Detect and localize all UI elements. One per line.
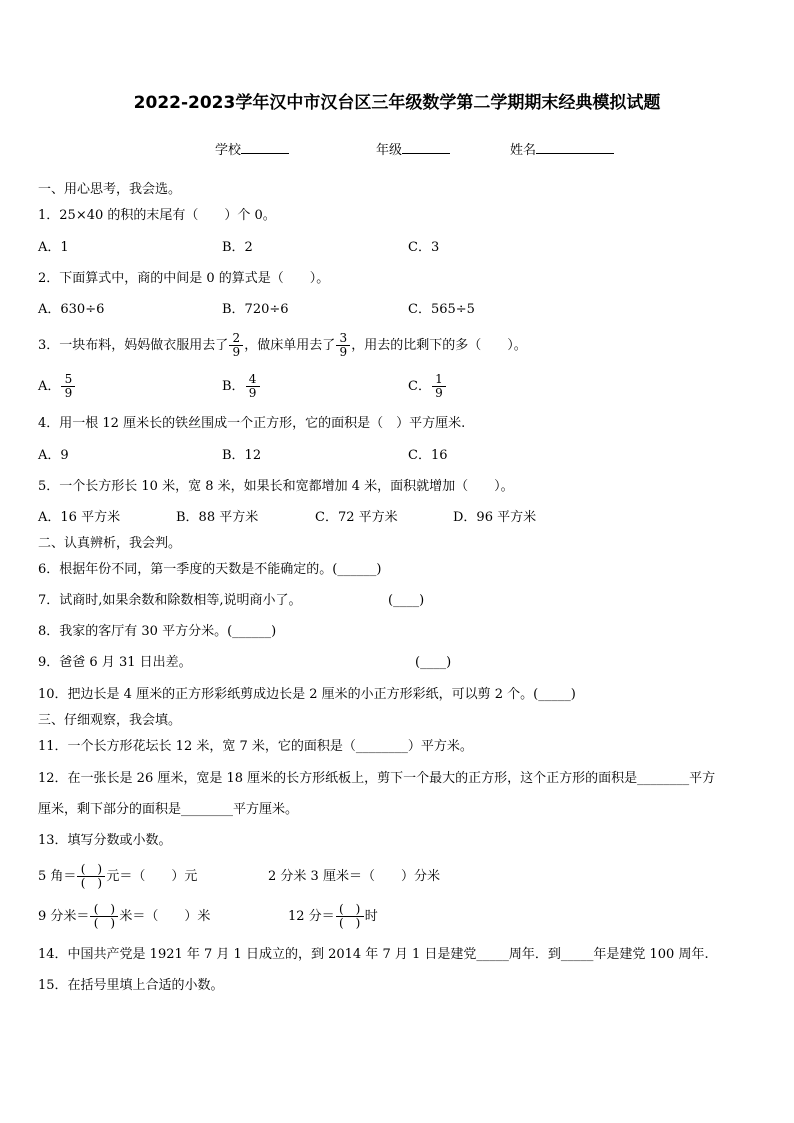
q13-row-1-right: 2 分米 3 厘米＝（ ）分米 bbox=[268, 869, 440, 884]
page-title: 2022-2023学年汉中市汉台区三年级数学第二学期期末经典模拟试题 bbox=[133, 93, 661, 113]
q3-a-label: A． bbox=[38, 379, 61, 394]
q3-a-den: 9 bbox=[64, 386, 73, 400]
section-3-heading: 三、仔细观察，我会填。 bbox=[38, 713, 182, 728]
q3-text-1: 3．一块布料，妈妈做衣服用去了 bbox=[38, 338, 229, 353]
q9-answer-blank[interactable]: (____) bbox=[415, 655, 452, 670]
q13-r2-label: 9 分米＝ bbox=[38, 909, 90, 924]
question-12-line-1: 12．在一张长是 26 厘米，宽是 18 厘米的长方形纸板上，剪下一个最大的正方形，这个正方形的面积是________平方 bbox=[38, 771, 716, 786]
q13-r2-num: ( ) bbox=[90, 903, 118, 917]
q5-option-d[interactable]: D．96 平方米 bbox=[453, 510, 537, 525]
grade-blank[interactable] bbox=[402, 141, 450, 154]
q13-r1-den: ( ) bbox=[80, 876, 103, 890]
q2-option-a[interactable]: A．630÷6 bbox=[38, 302, 105, 317]
q3-c-label: C． bbox=[408, 379, 431, 394]
grade-field bbox=[376, 141, 450, 159]
question-6: 6．根据年份不同，第一季度的天数是不能确定的。(______) bbox=[38, 562, 382, 577]
name-field bbox=[510, 141, 614, 159]
q3-b-label: B． bbox=[222, 379, 245, 394]
q3-fraction-2 bbox=[336, 332, 350, 359]
name-blank[interactable] bbox=[536, 141, 614, 154]
q3-f1-den: 9 bbox=[232, 345, 241, 359]
question-12-line-2: 厘米，剩下部分的面积是________平方厘米。 bbox=[38, 802, 299, 817]
question-7: 7．试商时,如果余数和除数相等,说明商小了。 bbox=[38, 593, 302, 608]
q3-fraction-1 bbox=[229, 332, 243, 359]
q1-option-b[interactable]: B．2 bbox=[222, 240, 253, 255]
q3-a-fraction bbox=[61, 373, 75, 400]
q13-row-1-left bbox=[38, 857, 197, 897]
q3-option-a[interactable] bbox=[38, 369, 76, 405]
q1-option-c[interactable]: C．3 bbox=[408, 240, 440, 255]
q13-r2-den: ( ) bbox=[93, 916, 116, 930]
question-10: 10．把边长是 4 厘米的正方形彩纸剪成边长是 2 厘米的小正方形彩纸，可以剪 2 个。(_____) bbox=[38, 687, 576, 702]
grade-label: 年级 bbox=[376, 143, 403, 158]
q13-r1-label: 5 角＝ bbox=[38, 869, 77, 884]
q3-option-c[interactable] bbox=[408, 369, 447, 405]
section-2-heading: 二、认真辨析，我会判。 bbox=[38, 536, 182, 551]
q3-f2-num: 3 bbox=[336, 332, 350, 346]
question-14: 14．中国共产党是 1921 年 7 月 1 日成立的，到 2014 年 7 月 1 日是建党_____周年．到_____年是建党 100 周年. bbox=[38, 947, 709, 962]
q2-option-c[interactable]: C．565÷5 bbox=[408, 302, 475, 317]
q5-option-c[interactable]: C．72 平方米 bbox=[315, 510, 398, 525]
q2-option-b[interactable]: B．720÷6 bbox=[222, 302, 289, 317]
question-9: 9．爸爸 6 月 31 日出差。 bbox=[38, 655, 192, 670]
question-3 bbox=[38, 328, 527, 364]
question-8: 8．我家的客厅有 30 平方分米。(______) bbox=[38, 624, 277, 639]
question-5: 5．一个长方形长 10 米，宽 8 米，如果长和宽都增加 4 米，面积就增加（ ）。 bbox=[38, 479, 514, 494]
q13-r2c-num: ( ) bbox=[336, 903, 364, 917]
school-label: 学校 bbox=[215, 143, 242, 158]
q13-row-2-right bbox=[288, 897, 378, 937]
q3-b-den: 9 bbox=[248, 386, 257, 400]
question-2: 2．下面算式中，商的中间是 0 的算式是（ ）。 bbox=[38, 271, 330, 286]
q13-r2-rest: 米＝（ ）米 bbox=[119, 909, 211, 924]
name-label: 姓名 bbox=[510, 143, 537, 158]
q3-text-2: ，做床单用去了 bbox=[244, 338, 336, 353]
school-field bbox=[215, 141, 289, 159]
q3-option-b[interactable] bbox=[222, 369, 261, 405]
q7-answer-blank[interactable]: (____) bbox=[388, 593, 425, 608]
q4-option-a[interactable]: A．9 bbox=[38, 448, 69, 463]
q3-f1-num: 2 bbox=[229, 332, 243, 346]
school-blank[interactable] bbox=[241, 141, 289, 154]
q13-r2c-den: ( ) bbox=[339, 916, 361, 930]
q4-option-c[interactable]: C．16 bbox=[408, 448, 448, 463]
section-1-heading: 一、用心思考，我会选。 bbox=[38, 182, 182, 197]
question-4: 4．用一根 12 厘米长的铁丝围成一个正方形，它的面积是（ ）平方厘米. bbox=[38, 416, 466, 431]
question-13: 13．填写分数或小数。 bbox=[38, 833, 172, 848]
q3-a-num: 5 bbox=[61, 373, 75, 387]
q13-r1-fraction[interactable] bbox=[77, 863, 105, 890]
q3-b-num: 4 bbox=[246, 373, 260, 387]
q13-r2c-label: 12 分＝ bbox=[288, 909, 335, 924]
q13-r2c-rest: 时 bbox=[364, 909, 378, 924]
q1-option-a[interactable]: A．1 bbox=[38, 240, 69, 255]
q13-row-2-left bbox=[38, 897, 210, 937]
q3-c-num: 1 bbox=[432, 373, 446, 387]
q13-r1-rest: 元＝（ ）元 bbox=[106, 869, 198, 884]
q3-c-den: 9 bbox=[435, 386, 443, 400]
q5-option-b[interactable]: B．88 平方米 bbox=[176, 510, 259, 525]
question-15: 15．在括号里填上合适的小数。 bbox=[38, 978, 224, 993]
q3-b-fraction bbox=[246, 373, 260, 400]
q3-c-fraction bbox=[432, 373, 446, 400]
q3-text-3: ，用去的比剩下的多（ ）。 bbox=[351, 338, 527, 353]
q5-option-a[interactable]: A．16 平方米 bbox=[38, 510, 121, 525]
question-11: 11．一个长方形花坛长 12 米，宽 7 米，它的面积是（________）平方米。 bbox=[38, 739, 473, 754]
q13-r2c-fraction[interactable] bbox=[336, 903, 364, 930]
q13-r2-fraction[interactable] bbox=[90, 903, 118, 930]
q4-option-b[interactable]: B．12 bbox=[222, 448, 262, 463]
q13-r1-num: ( ) bbox=[77, 863, 105, 877]
question-1: 1．25×40 的积的末尾有（ ）个 0。 bbox=[38, 208, 276, 223]
q3-f2-den: 9 bbox=[339, 345, 348, 359]
